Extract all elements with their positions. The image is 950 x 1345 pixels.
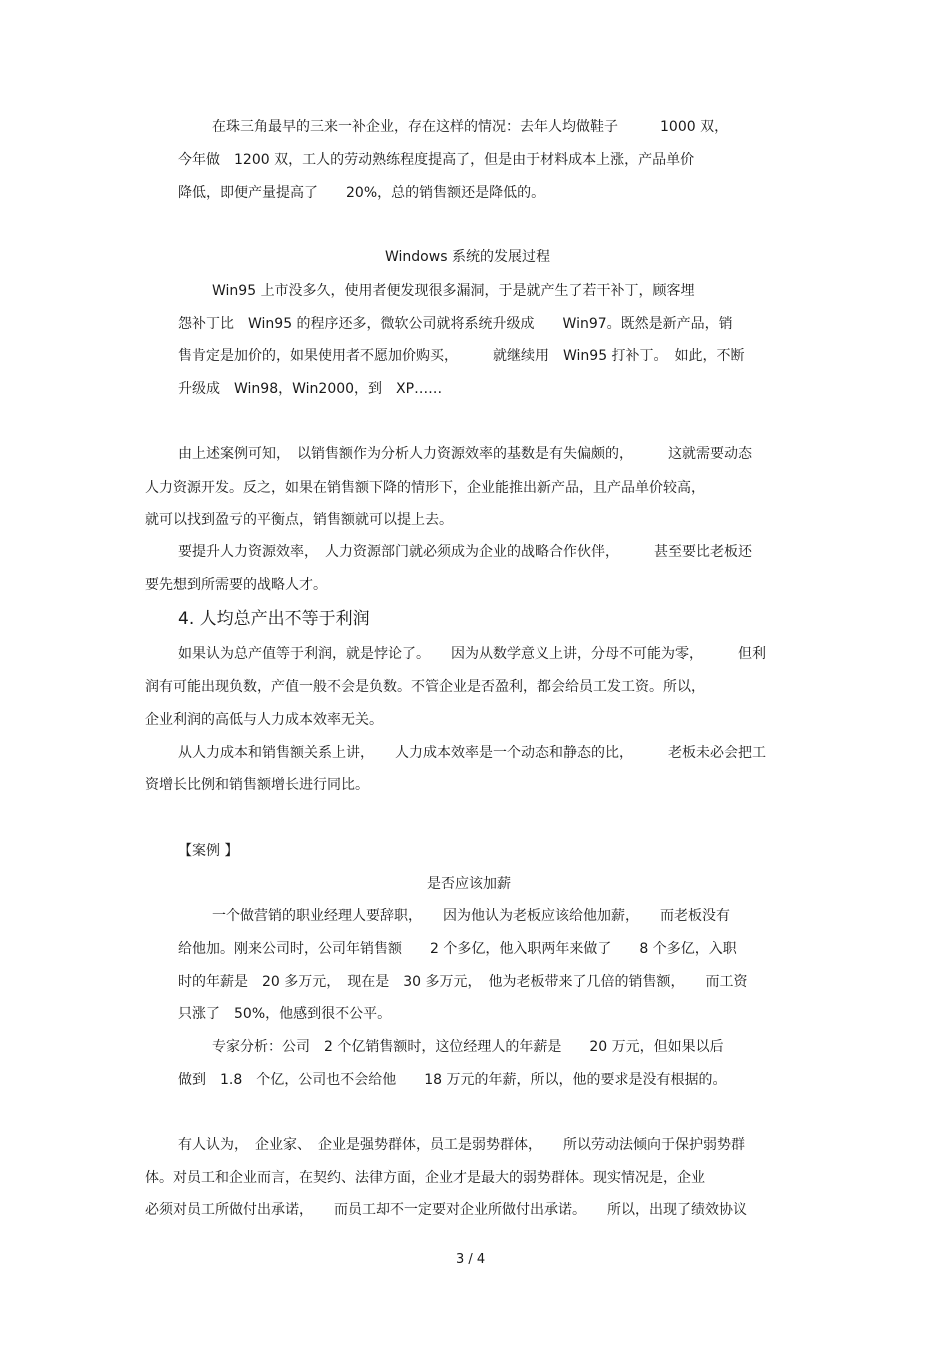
paragraph-line: 企业利润的高低与人力成本效率无关。 <box>145 712 383 728</box>
paragraph-line: 时的年薪是 20 多万元， 现在是 30 多万元， 他为老板带来了几倍的销售额， 而工资 <box>178 974 748 990</box>
paragraph-line: 专家分析：公司 2 个亿销售额时，这位经理人的年薪是 20 万元，但如果以后 <box>212 1039 724 1055</box>
paragraph-line: 降低，即便产量提高了 20%，总的销售额还是降低的。 <box>178 185 546 201</box>
paragraph-line: 人力资源开发。反之，如果在销售额下降的情形下，企业能推出新产品，且产品单价较高， <box>145 480 705 496</box>
page-number: 3 / 4 <box>456 1252 486 1267</box>
paragraph-line: 由上述案例可知， 以销售额作为分析人力资源效率的基数是有失偏颇的， 这就需要动态 <box>178 446 752 462</box>
paragraph-line: 要提升人力资源效率， 人力资源部门就必须成为企业的战略合作伙伴， 甚至要比老板还 <box>178 544 752 560</box>
paragraph-line: 从人力成本和销售额关系上讲， 人力成本效率是一个动态和静态的比， 老板未必会把工 <box>178 745 766 761</box>
paragraph-line: 给他加。刚来公司时，公司年销售额 2 个多亿，他入职两年来做了 8 个多亿，入职 <box>178 941 737 957</box>
paragraph-line: 资增长比例和销售额增长进行同比。 <box>145 777 369 793</box>
paragraph-line: 要先想到所需要的战略人才。 <box>145 577 327 593</box>
paragraph-line: Win95 上市没多久，使用者便发现很多漏洞，于是就产生了若干补丁，顾客埋 <box>212 283 695 299</box>
paragraph-line: 做到 1.8 个亿，公司也不会给他 18 万元的年薪，所以，他的要求是没有根据的。 <box>178 1072 727 1088</box>
paragraph-line: 今年做 1200 双，工人的劳动熟练程度提高了，但是由于材料成本上涨，产品单价 <box>178 152 695 168</box>
paragraph-line: 必须对员工所做付出承诺， 而员工却不一定要对企业所做付出承诺。 所以，出现了绩效协议 <box>145 1202 747 1218</box>
paragraph-line: 在珠三角最早的三来一补企业，存在这样的情况：去年人均做鞋子 1000 双， <box>212 119 729 135</box>
paragraph-line: 如果认为总产值等于利润，就是悖论了。 因为从数学意义上讲，分母不可能为零， 但利 <box>178 646 766 662</box>
paragraph-line: 怨补丁比 Win95 的程序还多，微软公司就将系统升级成 Win97。既然是新产品，销 <box>178 316 733 332</box>
paragraph-line: 一个做营销的职业经理人要辞职， 因为他认为老板应该给他加薪， 而老板没有 <box>212 908 730 924</box>
case-title: Windows 系统的发展过程 <box>385 249 550 265</box>
paragraph-line: 润有可能出现负数，产值一般不会是负数。不管企业是否盈利，都会给员工发工资。所以， <box>145 679 705 695</box>
case-title: 是否应该加薪 <box>427 876 511 892</box>
paragraph-line: 只涨了 50%，他感到很不公平。 <box>178 1006 392 1022</box>
paragraph-line: 有人认为， 企业家、 企业是强势群体，员工是弱势群体， 所以劳动法倾向于保护弱势群 <box>178 1137 745 1153</box>
paragraph-line: 体。对员工和企业而言，在契约、法律方面，企业才是最大的弱势群体。现实情况是，企业 <box>145 1170 705 1186</box>
section-heading: 4. 人均总产出不等于利润 <box>178 609 370 629</box>
case-label: 【案例 】 <box>178 843 239 859</box>
paragraph-line: 就可以找到盈亏的平衡点，销售额就可以提上去。 <box>145 512 453 528</box>
paragraph-line: 升级成 Win98，Win2000，到 XP…… <box>178 381 443 397</box>
paragraph-line: 售肯定是加价的，如果使用者不愿加价购买， 就继续用 Win95 打补丁。 如此，不断 <box>178 348 745 364</box>
